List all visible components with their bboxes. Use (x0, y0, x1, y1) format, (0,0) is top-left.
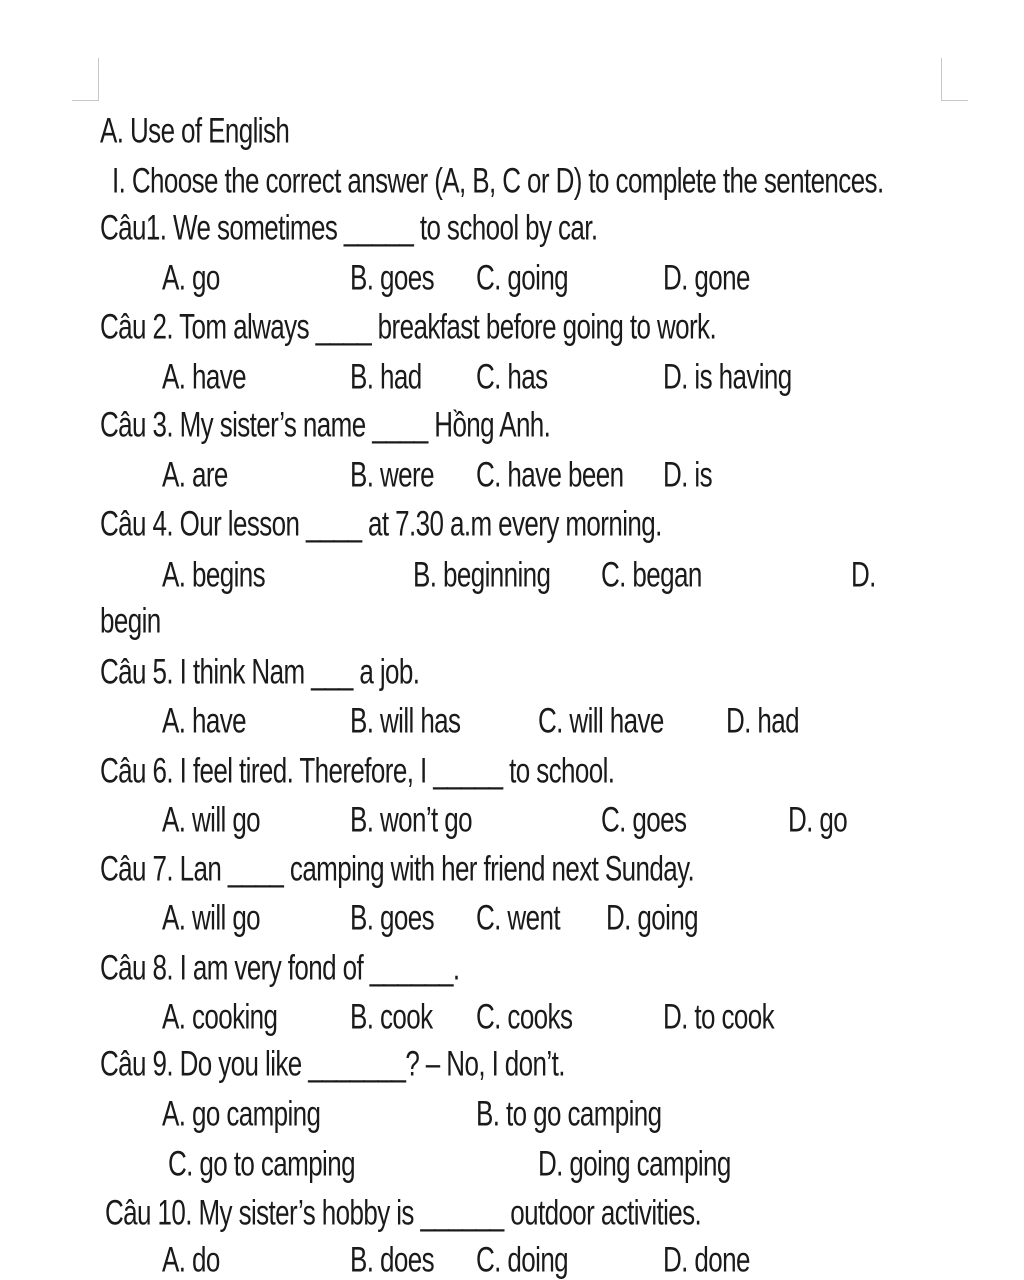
answer-blank: _____ (343, 207, 414, 248)
option-9a: A. go camping (162, 1093, 321, 1134)
answer-blank: ___ (311, 651, 353, 692)
answer-blank: _______ (308, 1043, 406, 1084)
option-6c: C. goes (601, 799, 687, 840)
option-8b: B. cook (350, 996, 433, 1037)
option-4d-wrap: begin (100, 600, 161, 641)
option-9c: C. go to camping (168, 1143, 355, 1184)
option-1a: A. go (162, 257, 220, 298)
question-5: Câu 5. I think Nam ___ a job. (100, 651, 420, 692)
option-9b: B. to go camping (476, 1093, 662, 1134)
question-2: Câu 2. Tom always ____ breakfast before going to work. (100, 306, 717, 347)
option-7c: C. went (476, 897, 560, 938)
option-5b: B. will has (350, 700, 461, 741)
answer-blank: ____ (227, 848, 284, 889)
option-10c: C. doing (476, 1239, 569, 1280)
option-5a: A. have (162, 700, 246, 741)
option-10d: D. done (663, 1239, 750, 1280)
option-2a: A. have (162, 356, 246, 397)
question-3: Câu 3. My sister’s name ____ Hồng Anh. (100, 404, 551, 445)
option-2c: C. has (476, 356, 548, 397)
option-6b: B. won’t go (350, 799, 473, 840)
instruction: I. Choose the correct answer (A, B, C or D) to complete the sentences. (112, 160, 884, 201)
answer-blank: ______ (420, 1192, 504, 1233)
option-10a: A. do (162, 1239, 220, 1280)
question-9: Câu 9. Do you like _______? – No, I don’t. (100, 1043, 565, 1084)
question-7: Câu 7. Lan ____ camping with her friend next Sunday. (100, 848, 695, 889)
answer-blank: _____ (433, 750, 503, 791)
option-1b: B. goes (350, 257, 434, 298)
option-1d: D. gone (663, 257, 750, 298)
question-8: Câu 8. I am very fond of ______. (100, 947, 460, 988)
option-4c: C. began (601, 554, 702, 595)
option-8a: A. cooking (162, 996, 278, 1037)
question-6: Câu 6. I feel tired. Therefore, I _____ to school. (100, 750, 615, 791)
option-8c: C. cooks (476, 996, 573, 1037)
page-corner-top-left (72, 58, 99, 101)
question-4: Câu 4. Our lesson ____ at 7.30 a.m every morning. (100, 503, 662, 544)
section-title: A. Use of English (100, 110, 290, 151)
option-4a: A. begins (162, 554, 266, 595)
option-9d: D. going camping (538, 1143, 731, 1184)
option-7d: D. going (606, 897, 699, 938)
option-6d: D. go (788, 799, 848, 840)
option-3d: D. is (663, 454, 713, 495)
option-10b: B. does (350, 1239, 434, 1280)
option-7a: A. will go (162, 897, 261, 938)
answer-blank: ______ (369, 947, 453, 988)
option-5c: C. will have (538, 700, 664, 741)
answer-blank: ____ (305, 503, 362, 544)
answer-blank: ____ (315, 306, 372, 347)
question-1: Câu1. We sometimes _____ to school by car. (100, 207, 598, 248)
option-7b: B. goes (350, 897, 434, 938)
option-3b: B. were (350, 454, 434, 495)
question-10: Câu 10. My sister’s hobby is ______ outdoor activities. (105, 1192, 702, 1233)
option-1c: C. going (476, 257, 569, 298)
answer-blank: ____ (372, 404, 428, 445)
option-3c: C. have been (476, 454, 624, 495)
option-2b: B. had (350, 356, 422, 397)
option-5d: D. had (726, 700, 800, 741)
option-3a: A. are (162, 454, 228, 495)
option-6a: A. will go (162, 799, 261, 840)
option-4b: B. beginning (413, 554, 551, 595)
option-4d: D. (851, 554, 876, 595)
option-8d: D. to cook (663, 996, 775, 1037)
option-2d: D. is having (663, 356, 792, 397)
page-corner-top-right (941, 58, 968, 101)
